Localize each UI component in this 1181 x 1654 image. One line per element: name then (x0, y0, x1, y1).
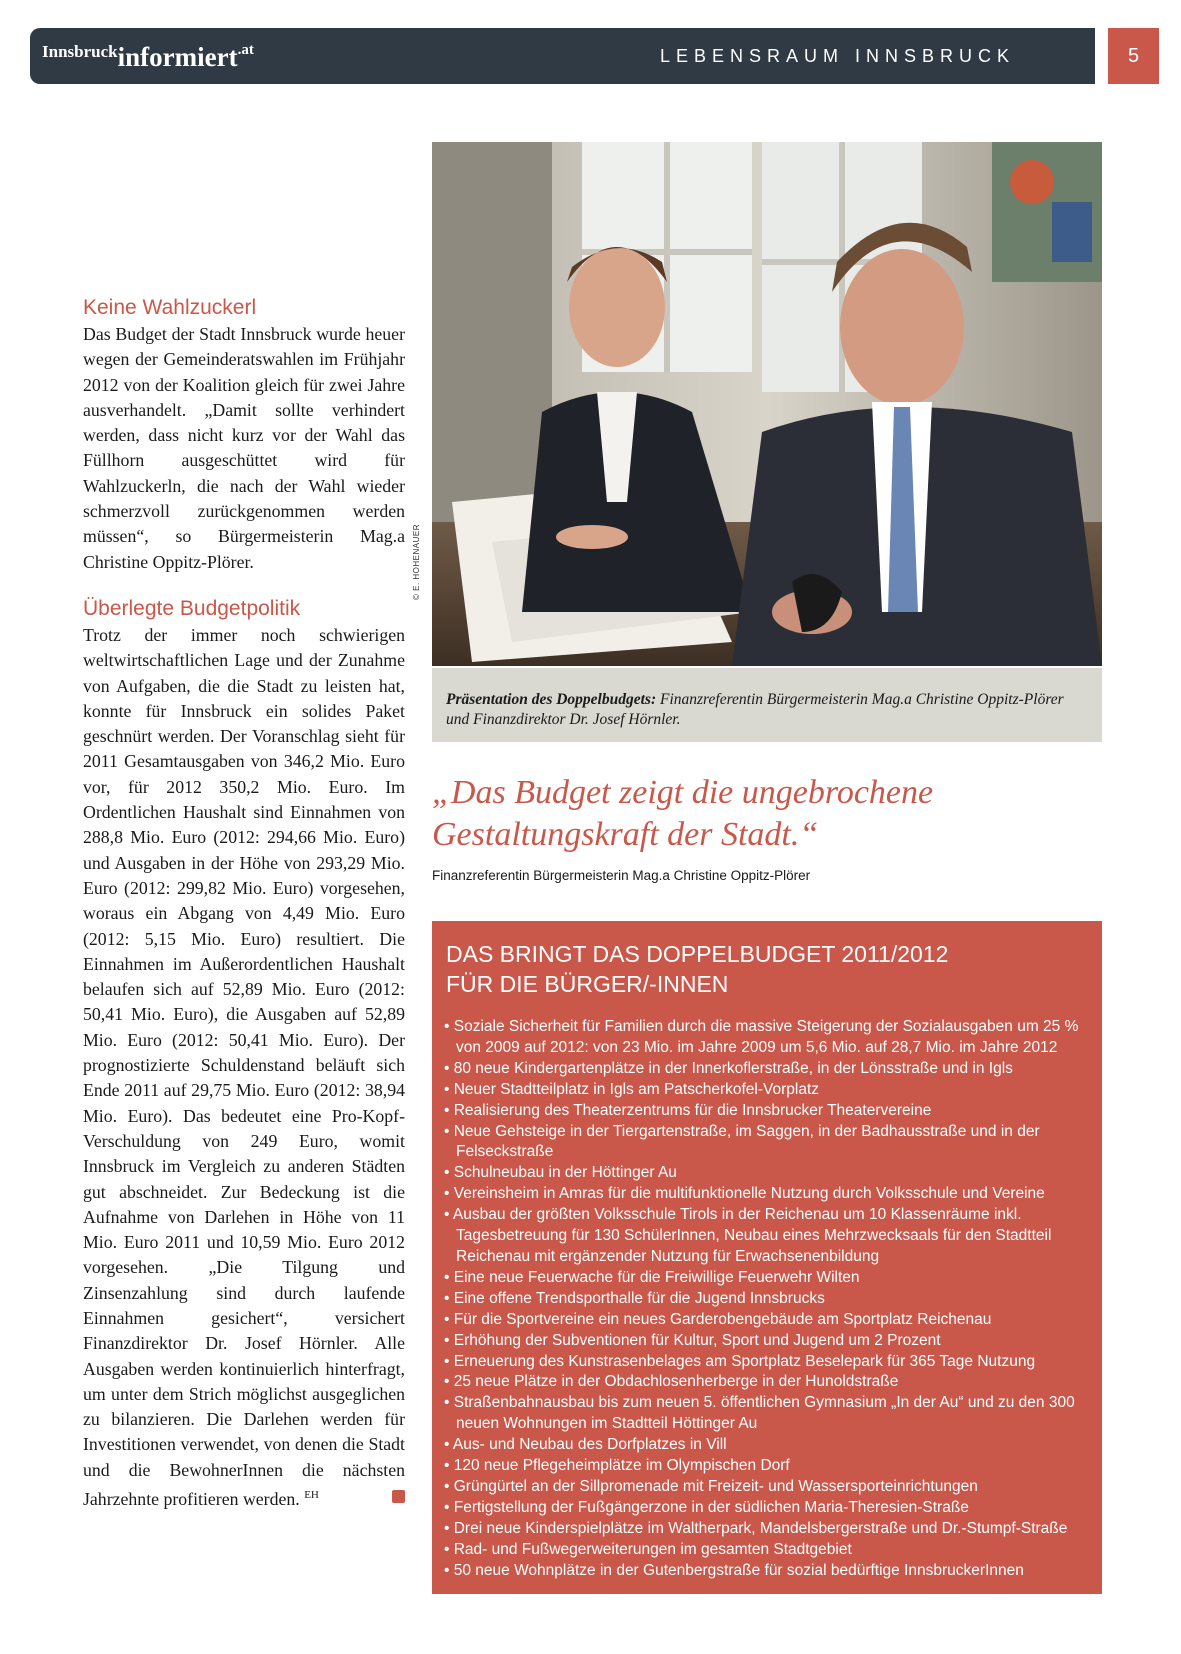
logo-main: informiert (117, 42, 238, 72)
header-bar (30, 28, 1095, 84)
paragraph-2-wrapper (83, 623, 405, 1512)
photo-illustration (432, 142, 1102, 666)
list-item: • Soziale Sicherheit für Familien durch die massive Steigerung der Sozialausgaben um 25 % von 2009 auf 2012: von 23 Mio. im Jahre 2009 um 5,6 Mio. auf 28,7 Mio. im Jahre 2012 (444, 1017, 1094, 1059)
paragraph-2: Trotz der immer noch schwierigen weltwirtschaftlichen Lage und der Zunahme von Aufgaben, die die Stadt zu leisten hat, konnte für Innsbruck ein solides Paket geschnürt werden. Der Voranschlag sieht für 2011 Gesamtausgaben von 346,2 Mio. Euro vor, für 2012 350,2 Mio. Euro. Im Ordentlichen Haushalt sind Einnahmen von 288,8 Mio. Euro (2012: 294,66 Mio. Euro) und Ausgaben in der Höhe von 293,29 Mio. Euro (2012: 299,82 Mio. Euro) vorgesehen, woraus ein Abgang von 4,49 Mio. Euro (2012: 5,15 Mio. Euro) resultiert. Die Einnahmen im Außerordentlichen Haushalt belaufen sich auf 52,89 Mio. Euro (2012: 50,41 Mio. Euro), die Ausgaben auf 52,89 Mio. Euro (2012: 50,41 Mio. Euro). Der prognostizierte Schuldenstand beläuft sich Ende 2011 auf 29,75 Mio. Euro (2012: 38,94 Mio. Euro). Das bedeutet eine Pro-Kopf-Verschuldung von 249 Euro, womit Innsbruck im Vergleich zu anderen Städten gut abschneidet. Zur Bedeckung ist die Aufnahme von Darlehen in Höhe von 11 Mio. Euro 2011 und 10,59 Mio. Euro 2012 vorgesehen. „Die Tilgung und Zinsenzahlung sind durch laufende Einnahmen gesichert“, versichert Finanzdirektor Dr. Josef Hörnler. Alle Ausgaben werden kontinuierlich hinterfragt, um unter dem Strich möglichst ausgeglichen zu bilanzieren. Die Darlehen werden für Investitionen verwendet, von denen die Stadt und die BewohnerInnen die nächsten Jahrzehnte profitieren werden. (83, 624, 405, 1509)
info-box (432, 921, 1102, 1594)
list-item: • Fertigstellung der Fußgängerzone in der südlichen Maria-Theresien-Straße (444, 1498, 1094, 1519)
info-box-list (444, 1017, 1094, 1581)
photo-budget-presentation (432, 142, 1102, 666)
article-column (83, 296, 405, 1512)
paragraph-1: Das Budget der Stadt Innsbruck wurde heuer wegen der Gemeinderatswahlen im Frühjahr 2012 von der Koalition gleich für zwei Jahre ausverhandelt. „Damit sollte verhindert werden, dass nicht kurz vor der Wahl das Füllhorn ausgeschüttet wird für Wahlzuckerln, die nach der Wahl wieder schmerzvoll zurückgenommen werden müssen“, so Bürgermeisterin Mag.a Christine Oppitz-Plörer. (83, 324, 405, 572)
list-item: • 80 neue Kindergartenplätze in der Innerkoflerstraße, in der Lönsstraße und in Igls (444, 1059, 1094, 1080)
list-item: • Erneuerung des Kunstrasenbelages am Sportplatz Beselepark für 365 Tage Nutzung (444, 1352, 1094, 1373)
list-item: • Ausbau der größten Volksschule Tirols in der Reichenau um 10 Klassenräume inkl. Tagesbetreuung für 130 SchülerInnen, Neubau eines Mehrzwecksaals für den Stadtteil Reichenau mit ergänzender Nutzung für Erwachsenenbildung (444, 1205, 1094, 1268)
list-item: • Erhöhung der Subventionen für Kultur, Sport und Jugend um 2 Prozent (444, 1331, 1094, 1352)
list-item: • Neue Gehsteige in der Tiergartenstraße, im Saggen, in der Badhausstraße und in der Felseckstraße (444, 1122, 1094, 1164)
list-item: • Für die Sportvereine ein neues Garderobengebäude am Sportplatz Reichenau (444, 1310, 1094, 1331)
list-item: • Schulneubau in der Höttinger Au (444, 1163, 1094, 1184)
photo-caption-box (432, 668, 1102, 742)
list-item: • Realisierung des Theaterzentrums für die Innsbrucker Theatervereine (444, 1101, 1094, 1122)
list-item: • Aus- und Neubau des Dorfplatzes in Vill (444, 1435, 1094, 1456)
list-item: • Drei neue Kinderspielplätze im Waltherpark, Mandelsbergerstraße und Dr.-Stumpf-Straße (444, 1519, 1094, 1540)
section-title: LEBENSRAUM INNSBRUCK (659, 46, 1015, 66)
end-mark-icon (392, 1490, 405, 1503)
subheading-budgetpolitik: Überlegte Budgetpolitik (83, 596, 301, 620)
author-initials: EH (304, 1489, 319, 1502)
photo-credit: © E. HOHENAUER (412, 523, 421, 600)
caption-text: Finanzreferentin Bürgermeisterin Mag.a Christine Oppitz-Plörer und Finanzdirektor Dr. Josef Hörnler. (446, 691, 1064, 728)
photo-caption (446, 690, 1086, 730)
pull-quote: „Das Budget zeigt die ungebrochene Gestaltungskraft der Stadt.“ (432, 774, 934, 853)
list-item: • 120 neue Pflegeheimplätze im Olympischen Dorf (444, 1456, 1094, 1477)
list-item: • 25 neue Plätze in der Obdachlosenherberge in der Hunoldstraße (444, 1372, 1094, 1393)
info-box-title (446, 939, 948, 999)
list-item: • 50 neue Wohnplätze in der Gutenbergstraße für sozial bedürftige InnsbruckerInnen (444, 1561, 1094, 1582)
logo-suffix: .at (237, 42, 254, 58)
list-item: • Neuer Stadtteilplatz in Igls am Patscherkofel-Vorplatz (444, 1080, 1094, 1101)
info-box-title-line1: DAS BRINGT DAS DOPPELBUDGET 2011/2012 (446, 941, 949, 967)
quote-source: Finanzreferentin Bürgermeisterin Mag.a Christine Oppitz-Plörer (432, 868, 811, 883)
page-number: 5 (1108, 28, 1159, 84)
list-item: • Straßenbahnausbau bis zum neuen 5. öffentlichen Gymnasium „In der Au“ und zu den 300 neuen Wohnungen im Stadtteil Höttinger Au (444, 1393, 1094, 1435)
list-item: • Eine offene Trendsporthalle für die Jugend Innsbrucks (444, 1289, 1094, 1310)
list-item: • Rad- und Fußwegerweiterungen im gesamten Stadtgebiet (444, 1540, 1094, 1561)
caption-title: Präsentation des Doppelbudgets: (446, 691, 657, 708)
logo-prefix: Innsbruck (42, 42, 118, 61)
logo[interactable] (42, 42, 254, 73)
list-item: • Grüngürtel an der Sillpromenade mit Freizeit- und Wassersporteinrichtungen (444, 1477, 1094, 1498)
subheading-keine-wahlzuckerl: Keine Wahlzuckerl (83, 296, 257, 319)
list-item: • Eine neue Feuerwache für die Freiwillige Feuerwehr Wilten (444, 1268, 1094, 1289)
info-box-title-line2: FÜR DIE BÜRGER/-INNEN (446, 971, 729, 997)
list-item: • Vereinsheim in Amras für die multifunktionelle Nutzung durch Volksschule und Vereine (444, 1184, 1094, 1205)
